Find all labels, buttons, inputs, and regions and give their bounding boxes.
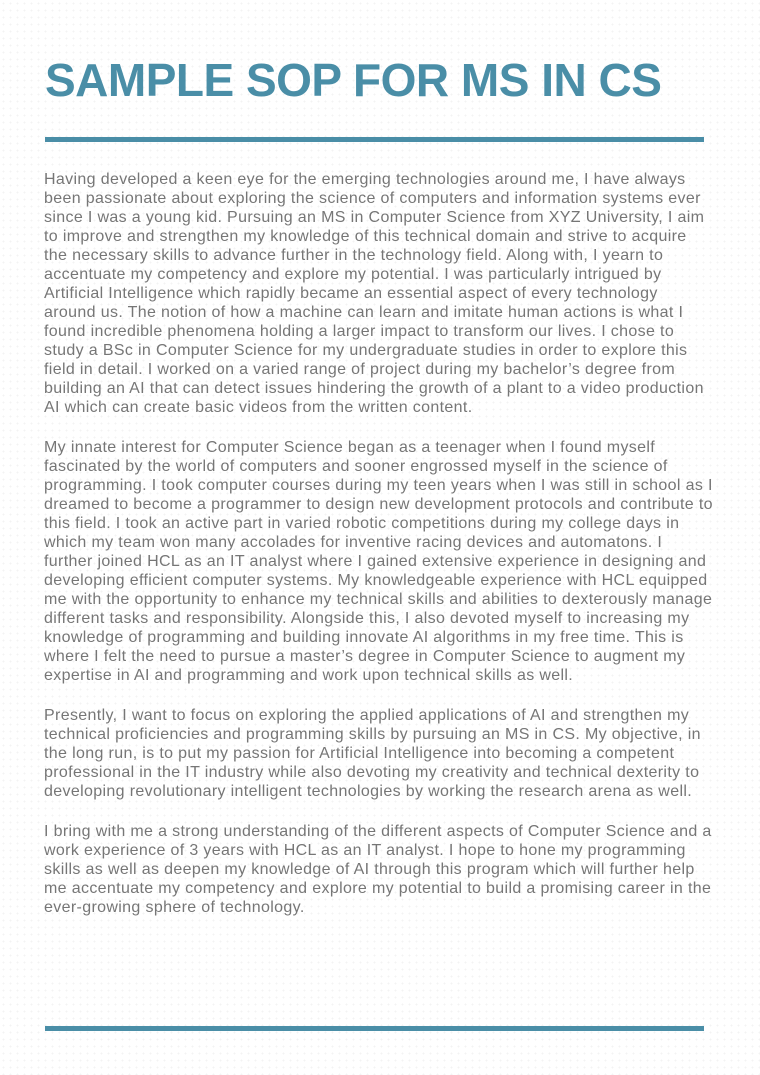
bottom-divider — [45, 1026, 704, 1031]
top-divider — [45, 137, 704, 142]
sop-body — [44, 170, 714, 938]
page-title: SAMPLE SOP FOR MS IN CS — [45, 54, 662, 106]
sop-paragraph-3: Presently, I want to focus on exploring the applied applications of AI and strengthen my technical proficiencies and programming skills by pursuing an MS in CS. My objective, in the long run, is to put my passion for Artificial Intelligence into becoming a competent professional in the IT industry while also devoting my creativity and technical dexterity to developing revolutionary intelligent technologies by working the research arena as well. — [44, 707, 701, 800]
sop-paragraph-1: Having developed a keen eye for the emerging technologies around me, I have always been passionate about exploring the science of computers and information systems ever since I was a young kid. Pursuing an MS in Computer Science from XYZ University, I aim to improve and strengthen my knowledge of this technical domain and strive to acquire the necessary skills to advance further in the technology field. Along with, I yearn to accentuate my competency and explore my potential. I was particularly intrigued by Artificial Intelligence which rapidly became an essential aspect of every technology around us. The notion of how a machine can learn and imitate human actions is what I found incredible phenomena holding a larger impact to transform our lives. I chose to study a BSc in Computer Science for my undergraduate studies in order to explore this field in detail. I worked on a varied range of project during my bachelor’s degree from building an AI that can detect issues hindering the growth of a plant to a video production AI which can create basic videos from the written content. — [44, 171, 705, 416]
sop-paragraph-2: My innate interest for Computer Science began as a teenager when I found myself fascinated by the world of computers and sooner engrossed myself in the science of programming. I took computer courses during my teen years when I was still in school as I dreamed to become a programmer to design new development protocols and contribute to this field. I took an active part in varied robotic competitions during my college days in which my team won many accolades for inventive racing devices and automatons. I further joined HCL as an IT analyst where I gained extensive experience in designing and developing efficient computer systems. My knowledgeable experience with HCL equipped me with the opportunity to enhance my technical skills and abilities to dexterously manage different tasks and responsibility. Alongside this, I also devoted myself to increasing my knowledge of programming and building innovate AI algorithms in my free time. This is where I felt the need to pursue a master’s degree in Computer Science to augment my expertise in AI and programming and work upon technical skills as well. — [44, 439, 713, 684]
sop-paragraph-4: I bring with me a strong understanding of the different aspects of Computer Science and a work experience of 3 years with HCL as an IT analyst. I hope to hone my programming skills as well as deepen my knowledge of AI through this program which will further help me accentuate my competency and explore my potential to build a promising career in the ever-growing sphere of technology. — [44, 823, 712, 916]
